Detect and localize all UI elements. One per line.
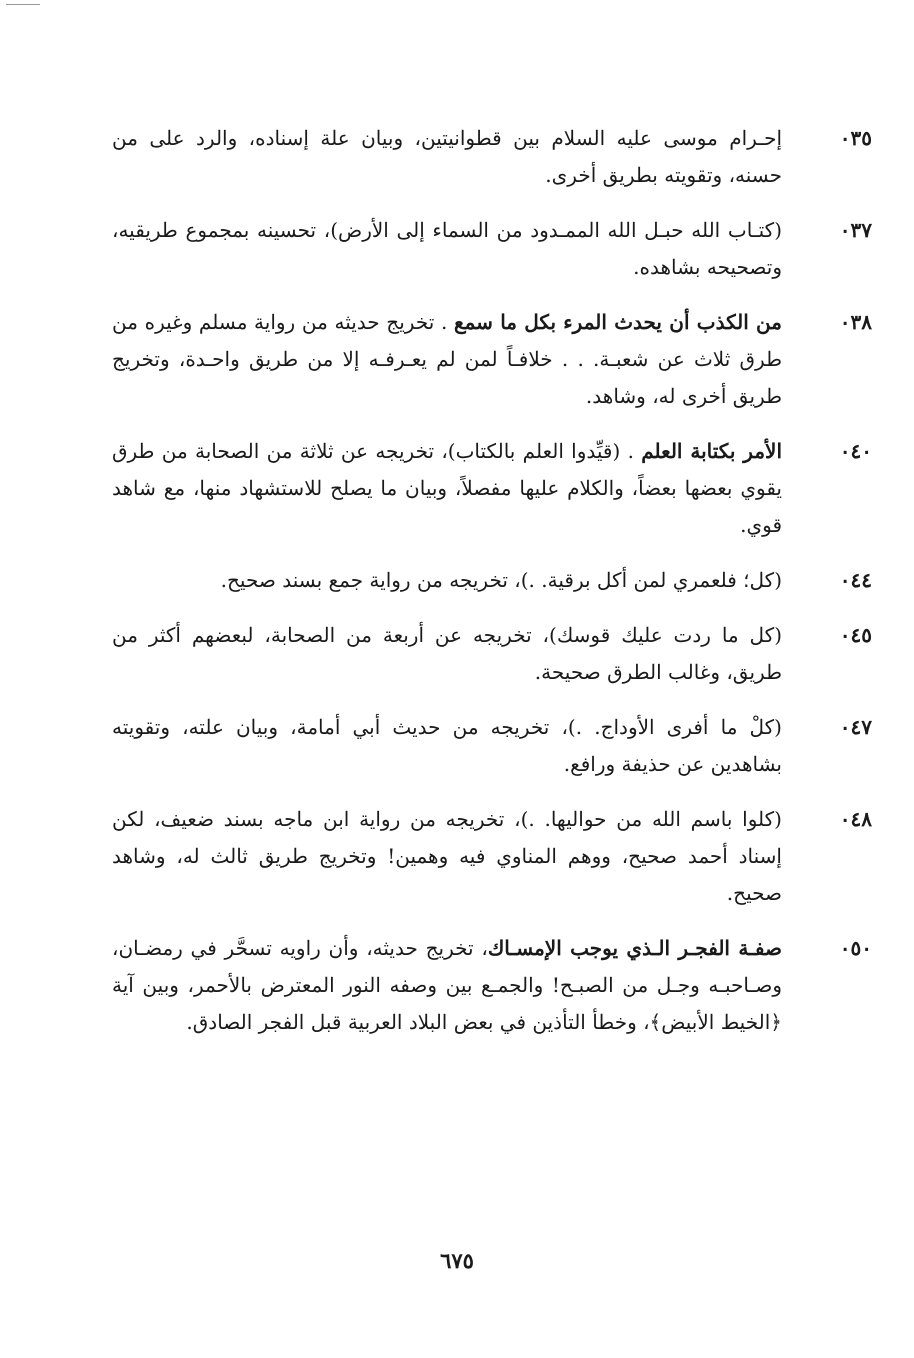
entry-text — [112, 617, 782, 691]
entry-body: . تخريج حديثه من رواية مسلم وغيره من طرق ثلاث عن شعبـة. . . خلافـاً لمن لم يعـرفـه إلا من طريق واحـدة، وتخريج طريق أخرى له، وشاهد. — [112, 310, 782, 408]
scan-edge-mark — [6, 4, 40, 5]
entry-text — [112, 433, 782, 544]
hadith-entry-035 — [112, 120, 872, 194]
hadith-entry-038 — [112, 304, 872, 415]
entry-number: ٠٤٠ — [839, 439, 872, 463]
entry-text — [112, 304, 782, 415]
entry-number: ٠٤٤ — [839, 568, 872, 592]
entry-text — [112, 562, 782, 599]
entry-body: (كل؛ فلعمري لمن أكل برقية. .)، تخريجه من رواية جمع بسند صحيح. — [220, 568, 782, 592]
entry-body: (كل ما ردت عليك قوسك)، تخريجه عن أربعة من الصحابة، لبعضهم أكثر من طريق، وغالب الطرق صحيحة. — [112, 623, 782, 684]
entry-text — [112, 120, 782, 194]
hadith-entry-047 — [112, 709, 872, 783]
entry-body: ، تخريج حديثه، وأن راويه تسحَّر في رمضـان، وصـاحبـه وجـل من الصبـح! والجمـع بين وصفه النور المعترض بالأحمر، وبين آية ﴿الخيط الأبيض﴾، وخطأ التأذين في بعض البلاد العربية قبل الفجر الصادق. — [112, 936, 782, 1034]
entry-body: (كلْ ما أفرى الأوداج. .)، تخريجه من حديث أبي أمامة، وبيان علته، وتقويته بشاهدين عن حذيفة ورافع. — [112, 715, 782, 776]
entry-number: ٠٣٧ — [839, 218, 872, 242]
entry-text — [112, 930, 782, 1041]
hadith-entry-037 — [112, 212, 872, 286]
entry-number: ٠٥٠ — [839, 936, 872, 960]
hadith-entry-045 — [112, 617, 872, 691]
page-number: ٦٧٥ — [440, 1248, 474, 1273]
entry-number: ٠٤٧ — [839, 715, 872, 739]
hadith-entry-040 — [112, 433, 872, 544]
entry-text — [112, 801, 782, 912]
entry-body: . (قيِّدوا العلم بالكتاب)، تخريجه عن ثلاثة من الصحابة من طرق يقوي بعضها بعضاً، والكلام عليها مفصلاً، وبيان ما يصلح للاستشهاد منها، مع شاهد قوي. — [112, 439, 782, 537]
hadith-entry-050 — [112, 930, 872, 1041]
entry-lead: من الكذب أن يحدث المرء بكل ما سمع — [453, 310, 782, 334]
entry-number: ٠٤٥ — [839, 623, 872, 647]
entry-body: (كتـاب الله حبـل الله الممـدود من السماء إلى الأرض)، تحسينه بمجموع طريقيه، وتصحيحه بشاهده. — [112, 218, 783, 279]
entry-lead: صفـة الفجـر الـذي يوجب الإمسـاك — [487, 936, 783, 960]
entry-lead: الأمر بكتابة العلم — [641, 439, 783, 463]
entry-number: ٠٤٨ — [839, 807, 872, 831]
entry-body: إحـرام موسى عليه السلام بين قطوانيتين، وبيان علة إسناده، والرد على من حسنه، وتقويته بطريق أخرى. — [112, 126, 782, 187]
entry-number: ٠٣٥ — [839, 126, 872, 150]
hadith-entry-044 — [112, 562, 872, 599]
entry-list — [112, 120, 872, 1059]
entry-text — [112, 212, 782, 286]
entry-text — [112, 709, 782, 783]
entry-number: ٠٣٨ — [839, 310, 872, 334]
entry-body: (كلوا باسم الله من حواليها. .)، تخريجه من رواية ابن ماجه بسند ضعيف، لكن إسناد أحمد صحيح، ووهم المناوي فيه وهمين! وتخريج طريق ثالث له، وشاهد صحيح. — [112, 807, 782, 905]
hadith-entry-048 — [112, 801, 872, 912]
